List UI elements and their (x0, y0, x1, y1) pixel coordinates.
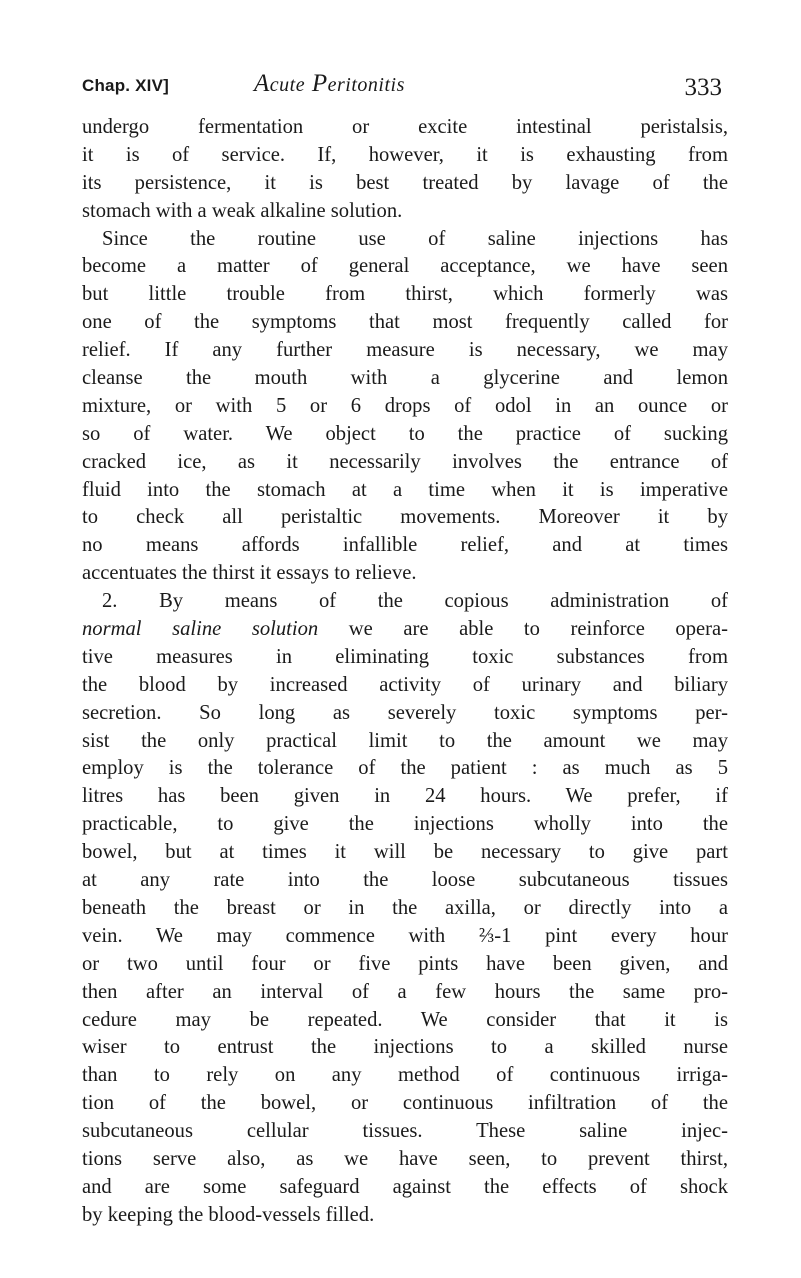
text-line: relief. If any further measure is necessary, we may (82, 339, 728, 362)
text-line: practicable, to give the injections wholly into the (82, 813, 728, 836)
text-line: its persistence, it is best treated by lavage of the (82, 171, 728, 194)
text-span: pint every hour (545, 924, 728, 947)
text-line: sist the only practical limit to the amount we may (82, 729, 728, 752)
chapter-label: Chap. XIV] (82, 76, 170, 95)
text-line: cedure may be repeated. We consider that it is (82, 1008, 728, 1031)
page-number: 333 (684, 74, 722, 101)
text-line: at any rate into the loose subcutaneous tissues (82, 869, 728, 892)
text-line: tive measures in eliminating toxic substances from (82, 645, 728, 668)
text-line: then after an interval of a few hours the same pro- (82, 980, 728, 1003)
running-header (82, 66, 722, 106)
text-line: so of water. We object to the practice of sucking (82, 422, 728, 445)
text-line: wiser to entrust the injections to a skilled nurse (82, 1036, 728, 1059)
text-line: beneath the breast or in the axilla, or directly into a (82, 896, 728, 919)
text-line: accentuates the thirst it essays to relieve. (82, 562, 417, 585)
text-line: cleanse the mouth with a glycerine and lemon (82, 367, 728, 390)
text-line: litres has been given in 24 hours. We prefer, if (82, 785, 728, 808)
text-line: bowel, but at times it will be necessary to give part (82, 841, 728, 864)
text-line: than to rely on any method of continuous irriga- (82, 1064, 728, 1087)
text-line: fluid into the stomach at a time when it is imperative (82, 478, 728, 501)
text-line: become a matter of general acceptance, we have seen (82, 255, 728, 278)
body-text (82, 114, 728, 1230)
text-line: tions serve also, as we have seen, to prevent thirst, (82, 1147, 728, 1170)
title-rest-a: cute (269, 74, 306, 96)
text-line: but little trouble from thirst, which formerly was (82, 283, 728, 306)
text-line: employ is the tolerance of the patient : as much as 5 (82, 757, 728, 780)
text-line: no means affords infallible relief, and at times (82, 534, 728, 557)
fraction: ⅔-1 (478, 924, 512, 947)
text-line: undergo fermentation or excite intestinal peristalsis, (82, 116, 728, 138)
text-span: vein. We may commence with (82, 924, 446, 947)
running-title (254, 70, 405, 98)
text-line: and are some safeguard against the effects of shock (82, 1175, 728, 1198)
text-line: to check all peristaltic movements. Moreover it by (82, 506, 728, 529)
text-line: the blood by increased activity of urinary and biliary (82, 673, 728, 696)
title-initial-p: P (311, 70, 328, 97)
text-line: it is of service. If, however, it is exhausting from (82, 143, 728, 166)
text-line: mixture, or with 5 or 6 drops of odol in an ounce or (82, 394, 728, 417)
title-initial-a: A (254, 70, 270, 97)
text-line: secretion. So long as severely toxic symptoms per- (82, 701, 728, 724)
text-line-italic (82, 616, 728, 644)
text-line: tion of the bowel, or continuous infiltration of the (82, 1092, 728, 1115)
text-line: or two until four or five pints have been given, and (82, 952, 728, 975)
text-line: by keeping the blood-vessels filled. (82, 1203, 375, 1226)
text-line: stomach with a weak alkaline solution. (82, 199, 403, 222)
text-span: we are able to reinforce opera- (348, 618, 728, 641)
text-line: one of the symptoms that most frequently called for (82, 311, 728, 334)
text-line-fraction (82, 923, 728, 951)
text-line: cracked ice, as it necessarily involves the entrance of (82, 450, 728, 473)
text-line: Since the routine use of saline injections has (102, 227, 728, 250)
text-line: subcutaneous cellular tissues. These saline injec- (82, 1120, 728, 1143)
italic-phrase: normal saline solution (82, 618, 319, 641)
title-rest-p: eritonitis (327, 74, 405, 96)
text-line: 2. By means of the copious administration of (102, 590, 728, 613)
